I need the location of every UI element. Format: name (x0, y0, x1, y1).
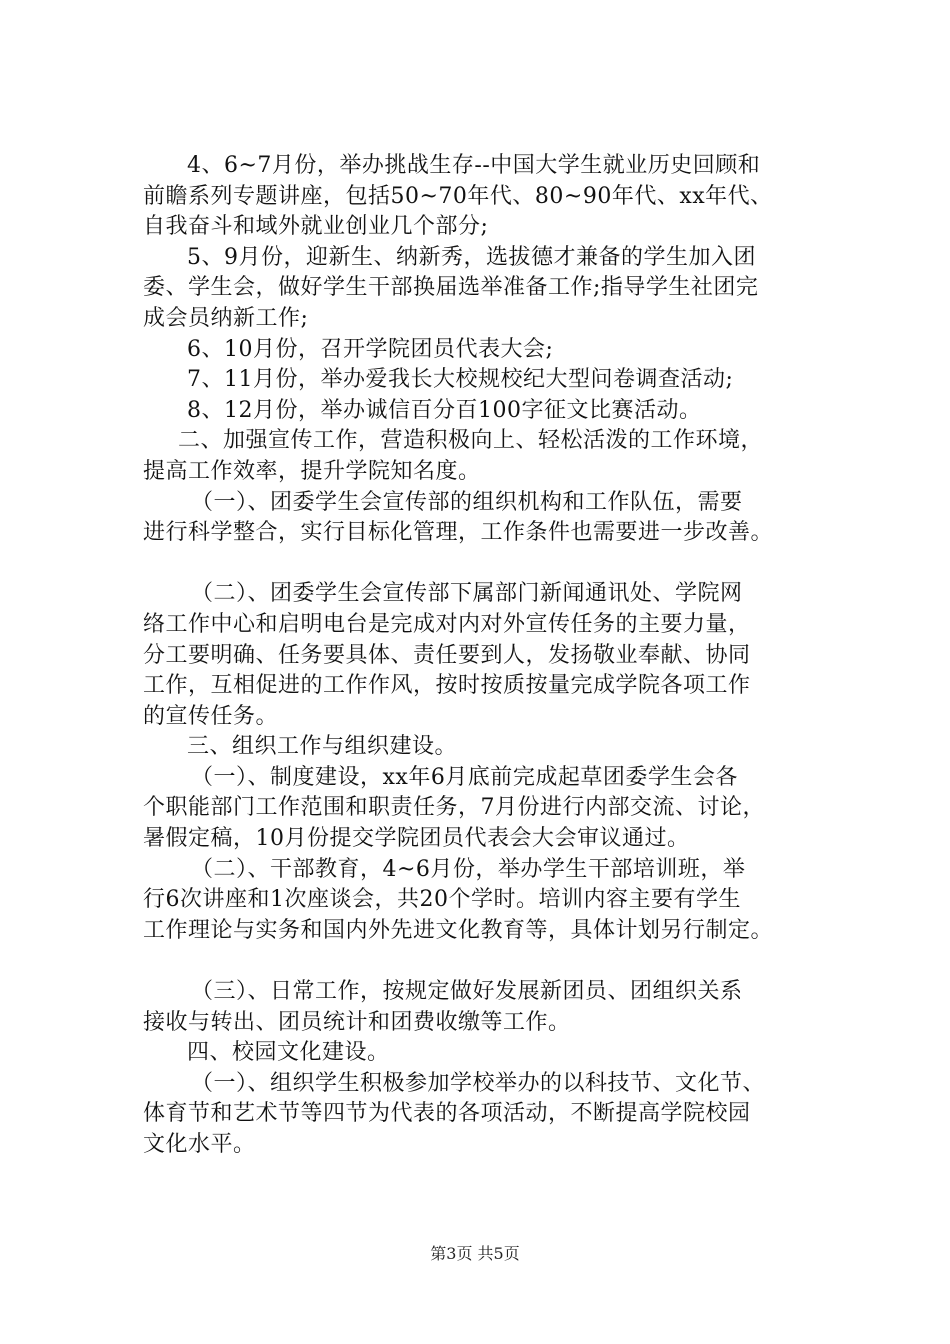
paragraph-line: 接收与转出、团员统计和团费收缴等工作。 (143, 1009, 571, 1035)
paragraph-line: 工作，互相促进的工作作风，按时按质按量完成学院各项工作 (143, 673, 751, 699)
paragraph-line: （三）、日常工作，按规定做好发展新团员、团组织关系 (191, 979, 743, 1005)
paragraph-line: 前瞻系列专题讲座，包括50~70年代、80~90年代、xx年代、 (143, 183, 773, 209)
paragraph-line: （一）、团委学生会宣传部的组织机构和工作队伍，需要 (191, 489, 743, 515)
paragraph-line: 暑假定稿，10月份提交学院团员代表会大会审议通过。 (143, 826, 690, 852)
paragraph-line: 委、学生会，做好学生干部换届选举准备工作;指导学生社团完 (143, 275, 759, 301)
paragraph-line: 进行科学整合，实行目标化管理，工作条件也需要进一步改善。 (143, 520, 774, 546)
paragraph-line: 体育节和艺术节等四节为代表的各项活动，不断提高学院校园 (143, 1101, 751, 1127)
paragraph-line: （二）、团委学生会宣传部下属部门新闻通讯处、学院网 (191, 581, 743, 607)
paragraph-line: 8、12月份，举办诚信百分百100字征文比赛活动。 (187, 397, 702, 423)
paragraph-line: 文化水平。 (143, 1132, 256, 1157)
paragraph-line: 6、10月份，召开学院团员代表大会; (187, 336, 554, 362)
paragraph-line: 自我奋斗和域外就业创业几个部分; (143, 214, 489, 240)
paragraph-line: 7、11月份，举办爱我长大校规校纪大型问卷调查活动; (187, 367, 734, 393)
paragraph-line: 工作理论与实务和国内外先进文化教育等，具体计划另行制定。 (143, 917, 774, 943)
blank-line (143, 549, 853, 580)
paragraph-line: 的宣传任务。 (143, 703, 279, 729)
section-heading: 四、校园文化建设。 (187, 1040, 390, 1066)
paragraph-line: （一）、组织学生积极参加学校举办的以科技节、文化节、 (191, 1070, 766, 1096)
section-heading: 三、组织工作与组织建设。 (187, 734, 458, 760)
paragraph-line: 分工要明确、任务要具体、责任要到人，发扬敬业奉献、协同 (143, 642, 751, 668)
paragraph-line: 4、6~7月份，举办挑战生存--中国大学生就业历史回顾和 (187, 153, 761, 178)
paragraph-line: 提高工作效率，提升学院知名度。 (143, 458, 481, 484)
paragraph-line: 个职能部门工作范围和职责任务，7月份进行内部交流、讨论， (143, 795, 765, 821)
document-body (143, 151, 853, 1161)
paragraph-line: 行6次讲座和1次座谈会，共20个学时。培训内容主要有学生 (143, 887, 741, 913)
paragraph-line: 络工作中心和启明电台是完成对内对外宣传任务的主要力量， (143, 611, 751, 637)
paragraph-line: 5、9月份，迎新生、纳新秀，选拔德才兼备的学生加入团 (187, 244, 756, 270)
page-number-footer: 第3页 共5页 (430, 1244, 520, 1263)
paragraph-line: （二）、干部教育，4~6月份，举办学生干部培训班，举 (191, 856, 746, 882)
paragraph-line: （一）、制度建设，xx年6月底前完成起草团委学生会各 (191, 764, 738, 790)
blank-line (143, 946, 853, 977)
section-heading: 二、加强宣传工作，营造积极向上、轻松活泼的工作环境， (178, 428, 764, 454)
paragraph-line: 成会员纳新工作; (143, 305, 309, 331)
